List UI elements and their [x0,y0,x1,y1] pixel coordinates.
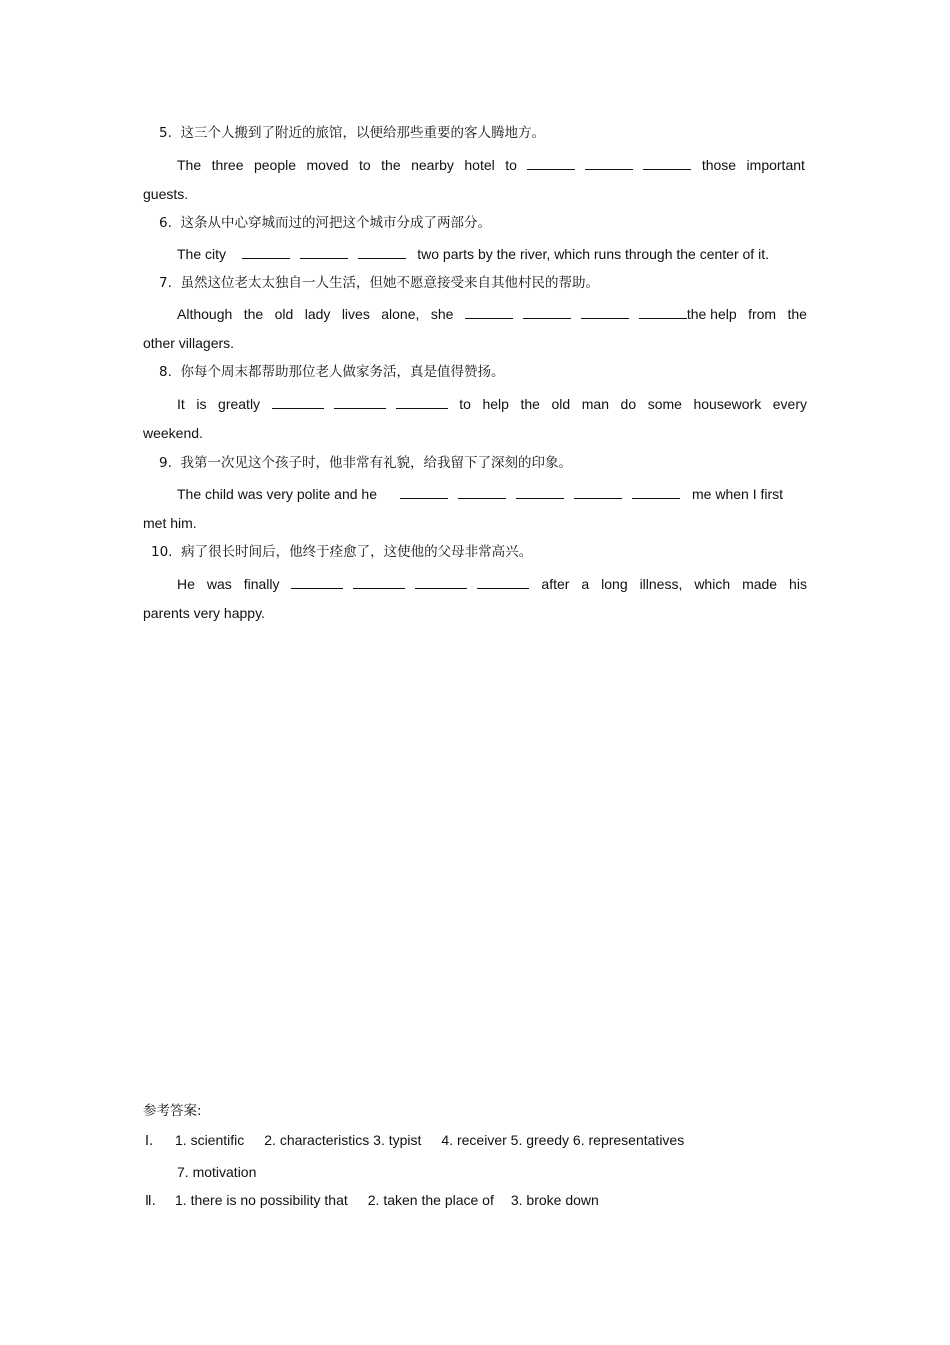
answer-blank[interactable] [272,394,324,409]
question-8-english-line1: It is greatly to help the old man do some housework every [177,396,807,412]
question-9-english-line2: met him. [143,515,197,531]
question-7-chinese: 7. 虽然这位老太太独自一人生活，但她不愿意接受来自其他村民的帮助。 [159,275,599,291]
question-7-english-line2: other villagers. [143,335,235,351]
answer-blanks [400,484,680,499]
question-7-english-line1: Although the old lady lives alone, she the help from the [177,306,807,322]
answer-blank[interactable] [458,484,506,499]
question-6-english-line1: The city two parts by the river, which runs through the center of it. [177,246,769,262]
answer-blank[interactable] [632,484,680,499]
question-10-chinese: 10. 病了很长时间后，他终于痊愈了，这使他的父母非常高兴。 [151,544,533,560]
answer-blank[interactable] [300,244,348,259]
answer-blanks [272,394,448,409]
answer-blank[interactable] [477,574,529,589]
answer-blank[interactable] [353,574,405,589]
question-10-english-line2: parents very happy. [143,605,265,621]
answer-blanks [242,244,406,259]
answer-blank[interactable] [516,484,564,499]
answers-section-1-line1: Ⅰ. 1. scientific 2. characteristics 3. typist 4. receiver 5. greedy 6. representatives [145,1132,685,1149]
answer-blank[interactable] [291,574,343,589]
answer-blanks [465,304,687,319]
answer-blank[interactable] [334,394,386,409]
answer-blank[interactable] [574,484,622,499]
question-10-english-line1: He was finally after a long illness, which made his [177,576,807,592]
answer-blanks [291,574,529,589]
question-5-chinese: 5. 这三个人搬到了附近的旅馆，以便给那些重要的客人腾地方。 [159,125,545,141]
question-9-chinese: 9. 我第一次见这个孩子时，他非常有礼貌，给我留下了深刻的印象。 [159,455,572,471]
answers-heading: 参考答案: [143,1103,202,1119]
answer-blank[interactable] [639,304,687,319]
question-9-english-line1: The child was very polite and he me when I first [177,486,784,502]
answer-blank[interactable] [415,574,467,589]
answer-blank[interactable] [242,244,290,259]
question-8-english-line2: weekend. [143,425,203,441]
question-5-english-line1: The three people moved to the nearby hotel to those important [177,157,805,173]
answer-blank[interactable] [643,155,691,170]
answer-blank[interactable] [585,155,633,170]
section-numeral: Ⅱ. [145,1193,156,1209]
answer-blank[interactable] [465,304,513,319]
question-6-chinese: 6. 这条从中心穿城而过的河把这个城市分成了两部分。 [159,215,491,231]
answer-blanks [527,155,691,170]
answer-blank[interactable] [581,304,629,319]
question-8-chinese: 8. 你每个周末都帮助那位老人做家务活，真是值得赞扬。 [159,364,505,380]
answer-blank[interactable] [396,394,448,409]
answer-blank[interactable] [400,484,448,499]
answer-blank[interactable] [527,155,575,170]
answers-section-1-line2: 7. motivation [177,1164,257,1180]
section-numeral: Ⅰ. [145,1133,154,1149]
answers-section-2-line1: Ⅱ. 1. there is no possibility that 2. taken the place of 3. broke down [145,1192,599,1209]
answer-blank[interactable] [523,304,571,319]
answer-blank[interactable] [358,244,406,259]
question-5-english-line2: guests. [143,186,189,202]
